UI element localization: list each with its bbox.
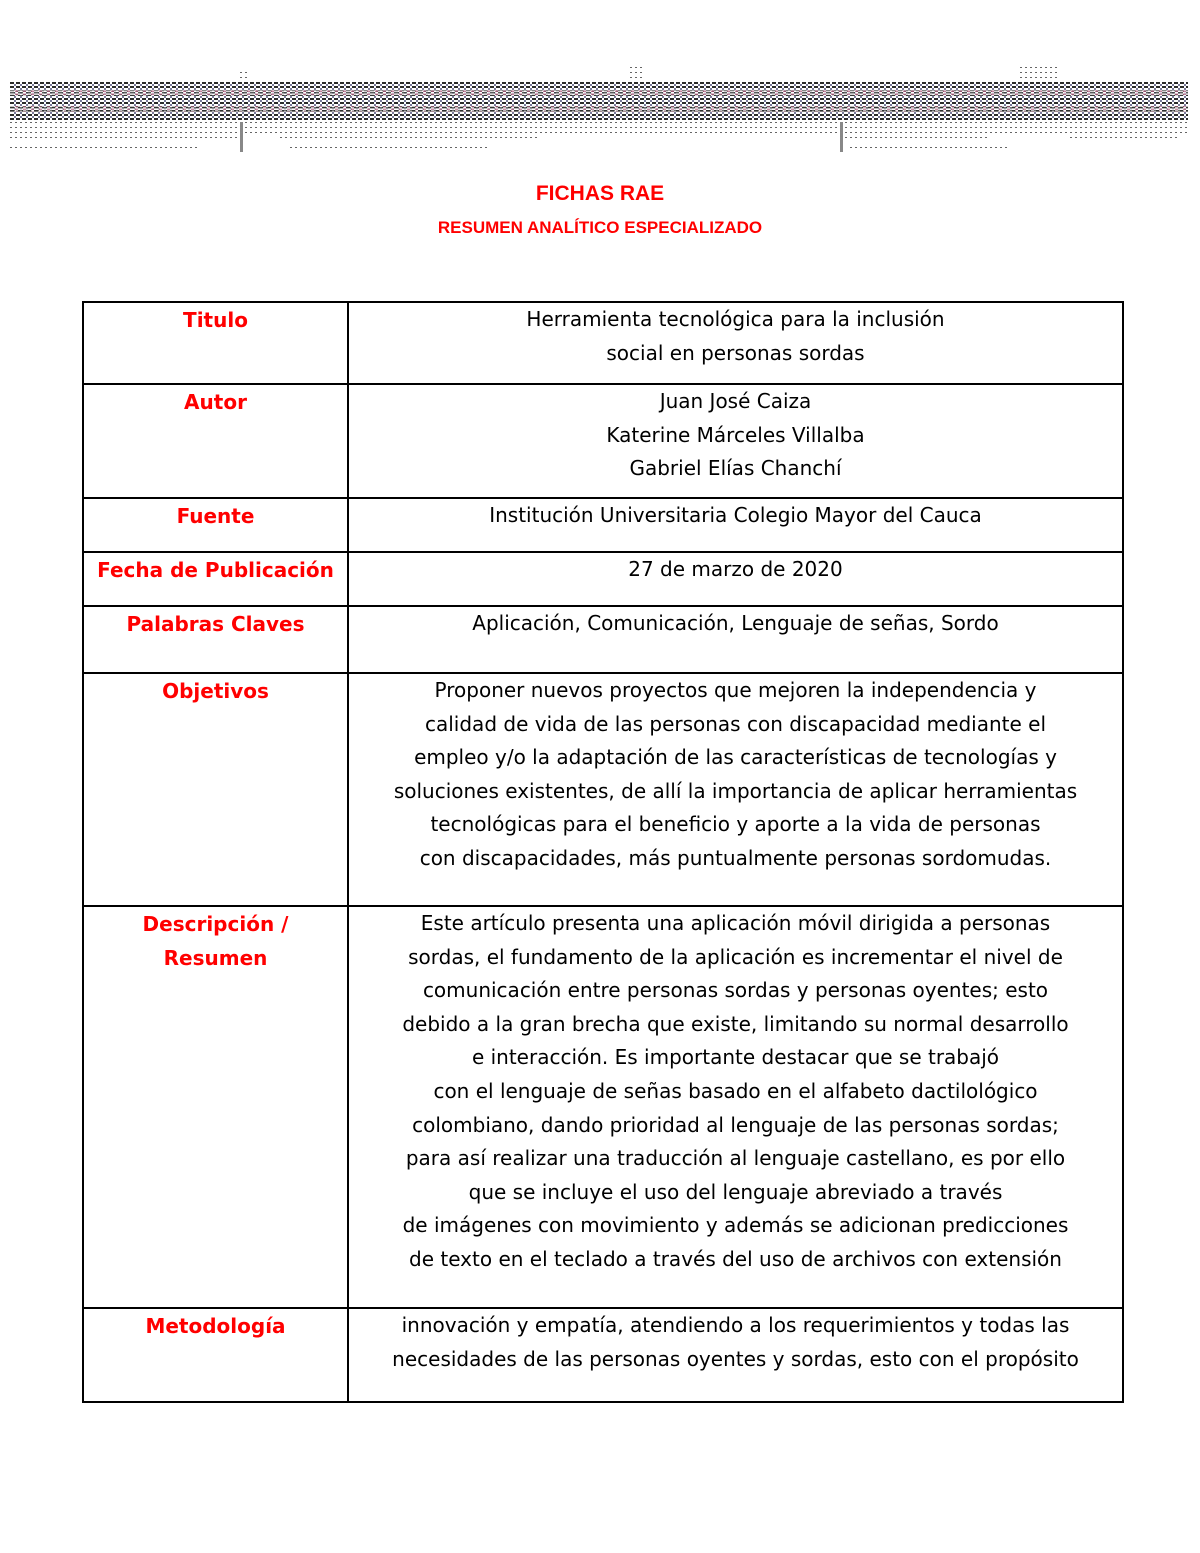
table-row — [83, 384, 1123, 498]
row-label — [83, 498, 348, 552]
rae-table — [82, 301, 1124, 1403]
row-value — [348, 302, 1123, 384]
document-subtitle: RESUMEN ANALÍTICO ESPECIALIZADO — [437, 218, 763, 237]
table-row — [83, 1308, 1123, 1402]
row-value-line: que se incluye el uso del lenguaje abreviado a través — [468, 1179, 1003, 1204]
row-value-line: innovación y empatía, atendiendo a los requerimientos y todas las — [401, 1313, 1070, 1337]
row-value — [348, 906, 1123, 1308]
table-row — [83, 606, 1123, 673]
row-label — [83, 302, 348, 384]
table-row — [83, 906, 1123, 1308]
row-value-line: Institución Universitaria Colegio Mayor del Cauca — [489, 503, 982, 527]
row-value-line: e interacción. Es importante destacar que se trabajó — [471, 1045, 1000, 1070]
row-label-line: Fuente — [176, 504, 255, 528]
banner-graphic — [10, 62, 1188, 162]
row-label — [83, 673, 348, 906]
document-title: FICHAS RAE — [535, 182, 665, 205]
row-value-line: de texto en el teclado a través del uso de archivos con extensión — [409, 1246, 1062, 1271]
row-value-line: Aplicación, Comunicación, Lenguaje de señas, Sordo — [472, 611, 999, 635]
row-value-line: con el lenguaje de señas basado en el alfabeto dactilológico — [433, 1078, 1038, 1103]
table-row — [83, 302, 1123, 384]
row-value-line: Herramienta tecnológica para la inclusión — [526, 307, 945, 331]
row-value-line: calidad de vida de las personas con discapacidad mediante el — [425, 711, 1046, 736]
row-value-line: debido a la gran brecha que existe, limitando su normal desarrollo — [402, 1011, 1069, 1036]
row-value — [348, 384, 1123, 498]
row-value-line: Gabriel Elías Chanchí — [629, 456, 842, 481]
row-label — [83, 384, 348, 498]
row-label-line: Metodología — [145, 1314, 286, 1338]
row-value-line: para así realizar una traducción al lenguaje castellano, es por ello — [405, 1146, 1066, 1171]
row-value-line: Este artículo presenta una aplicación móvil dirigida a personas — [420, 911, 1051, 935]
row-label-line: Descripción / — [142, 912, 289, 936]
row-label-line: Titulo — [183, 308, 248, 332]
row-value-line: soluciones existentes, de allí la importancia de aplicar herramientas — [393, 778, 1078, 803]
row-label — [83, 1308, 348, 1402]
row-label — [83, 552, 348, 606]
row-label-line: Objetivos — [162, 679, 269, 703]
row-value — [348, 673, 1123, 906]
row-value — [348, 606, 1123, 673]
table-row — [83, 673, 1123, 906]
row-value-line: tecnológicas para el beneficio y aporte a la vida de personas — [430, 812, 1041, 837]
row-value-line: Juan José Caiza — [659, 389, 812, 413]
row-label-line: Palabras Claves — [126, 612, 305, 636]
row-value-line: 27 de marzo de 2020 — [628, 557, 843, 581]
row-value-line: comunicación entre personas sordas y personas oyentes; esto — [422, 978, 1049, 1003]
row-value-line: colombiano, dando prioridad al lenguaje de las personas sordas; — [412, 1112, 1059, 1137]
row-label — [83, 606, 348, 673]
table-row — [83, 498, 1123, 552]
table-row — [83, 552, 1123, 606]
row-value — [348, 498, 1123, 552]
row-value — [348, 552, 1123, 606]
row-label-line: Resumen — [163, 946, 268, 970]
row-value — [348, 1308, 1123, 1402]
row-value-line: sordas, el fundamento de la aplicación es incrementar el nivel de — [408, 944, 1063, 969]
row-label — [83, 906, 348, 1308]
row-value-line: necesidades de las personas oyentes y sordas, esto con el propósito — [392, 1346, 1079, 1371]
row-value-line: empleo y/o la adaptación de las características de tecnologías y — [414, 745, 1057, 770]
row-value-line: social en personas sordas — [606, 340, 865, 365]
row-value-line: Katerine Márceles Villalba — [606, 422, 865, 447]
row-label-line: Autor — [184, 390, 247, 414]
row-label-line: Fecha de Publicación — [97, 558, 334, 582]
row-value-line: Proponer nuevos proyectos que mejoren la independencia y — [434, 678, 1037, 702]
row-value-line: de imágenes con movimiento y además se adicionan predicciones — [402, 1213, 1069, 1238]
row-value-line: con discapacidades, más puntualmente personas sordomudas. — [419, 845, 1052, 870]
header-banner-image — [10, 62, 1188, 162]
